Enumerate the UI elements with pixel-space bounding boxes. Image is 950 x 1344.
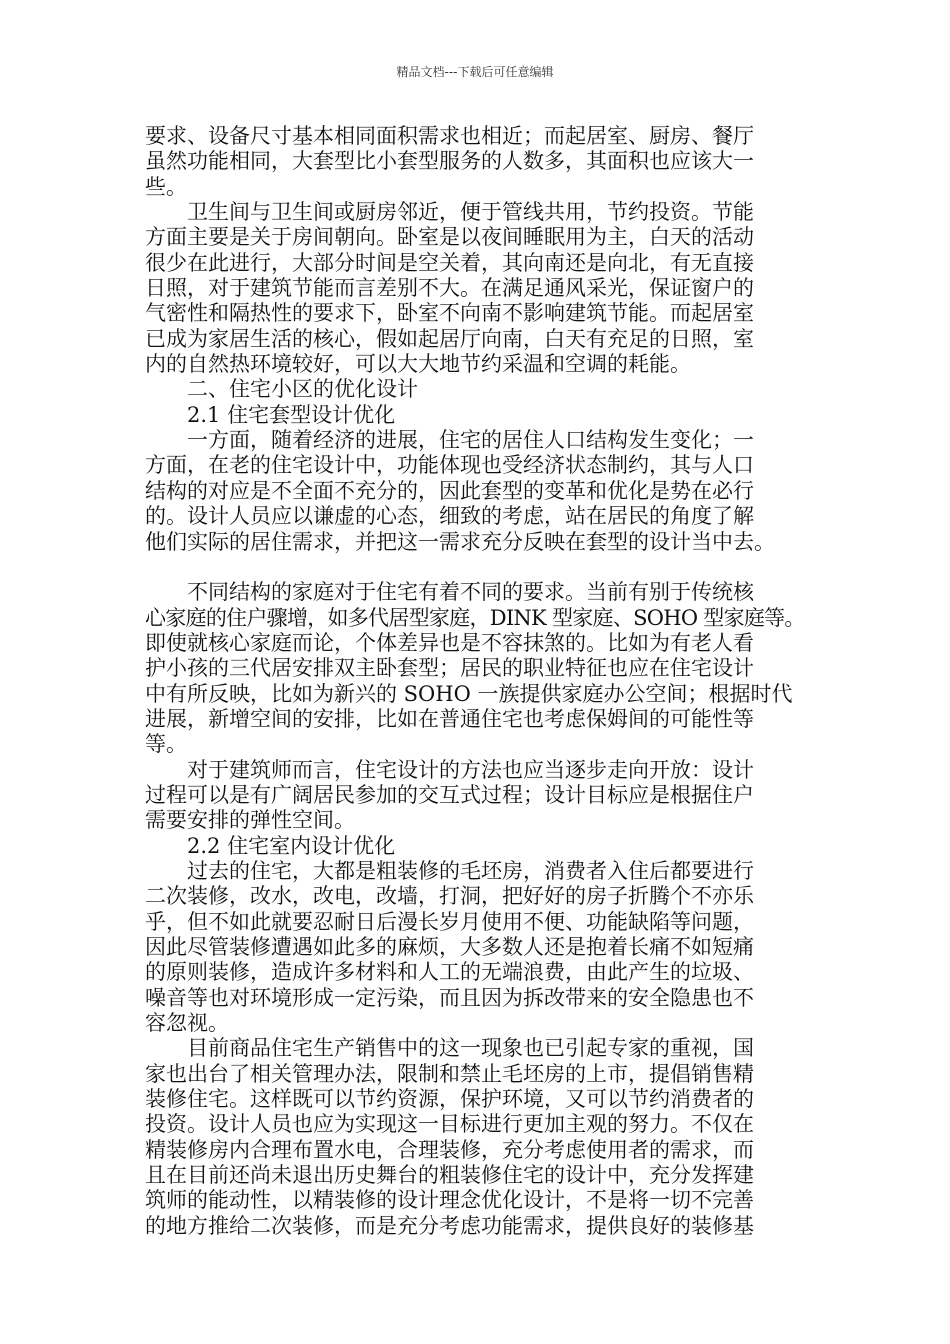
text-line: 对于建筑师而言，住宅设计的方法也应当逐步走向开放：设计 bbox=[145, 757, 754, 782]
text-line: 心家庭的住户骤增，如多代居型家庭，DINK 型家庭、SOHO 型家庭等。 bbox=[145, 605, 805, 630]
text-line: 的。设计人员应以谦虚的心态，细致的考虑，站在居民的角度了解 bbox=[145, 504, 754, 529]
text-line: 装修住宅。这样既可以节约资源，保护环境，又可以节约消费者的 bbox=[145, 1087, 754, 1112]
text-line: 日照，对于建筑节能而言差别不大。在满足通风采光，保证窗户的 bbox=[145, 276, 754, 301]
text-line: 过去的住宅，大都是粗装修的毛坯房，消费者入住后都要进行 bbox=[145, 858, 754, 883]
text-line: 护小孩的三代居安排双主卧套型；居民的职业特征也应在住宅设计 bbox=[145, 656, 754, 681]
text-line: 要求、设备尺寸基本相同面积需求也相近；而起居室、厨房、餐厅 bbox=[145, 124, 754, 148]
text-line: 卫生间与卫生间或厨房邻近，便于管线共用，节约投资。节能 bbox=[145, 200, 754, 225]
text-line: 且在目前还尚未退出历史舞台的粗装修住宅的设计中，充分发挥建 bbox=[145, 1163, 754, 1188]
text-line: 气密性和隔热性的要求下，卧室不向南不影响建筑节能。而起居室 bbox=[145, 301, 754, 326]
text-line: 方面主要是关于房间朝向。卧室是以夜间睡眠用为主，白天的活动 bbox=[145, 225, 754, 250]
text-line: 需要安排的弹性空间。 bbox=[145, 808, 355, 833]
document-body bbox=[145, 124, 805, 1239]
text-line: 家也出台了相关管理办法，限制和禁止毛坯房的上市，提倡销售精 bbox=[145, 1061, 754, 1086]
text-line: 他们实际的居住需求，并把这一需求充分反映在套型的设计当中去。 bbox=[145, 529, 775, 554]
text-line: 一方面，随着经济的进展，住宅的居住人口结构发生变化；一 bbox=[145, 428, 754, 453]
text-line: 二、住宅小区的优化设计 bbox=[145, 377, 418, 402]
text-line: 乎，但不如此就要忍耐日后漫长岁月使用不便、功能缺陷等问题， bbox=[145, 909, 754, 934]
text-line: 精装修房内合理布置水电，合理装修，充分考虑使用者的需求，而 bbox=[145, 1137, 754, 1162]
text-line: 目前商品住宅生产销售中的这一现象也已引起专家的重视，国 bbox=[145, 1036, 754, 1061]
text-line: 虽然功能相同，大套型比小套型服务的人数多，其面积也应该大一 bbox=[145, 149, 754, 174]
text-line: 些。 bbox=[145, 174, 187, 199]
text-line: 内的自然热环境较好，可以大大地节约采温和空调的耗能。 bbox=[145, 352, 691, 377]
text-line: 方面，在老的住宅设计中，功能体现也受经济状态制约，其与人口 bbox=[145, 453, 754, 478]
text-line: 2.1 住宅套型设计优化 bbox=[145, 402, 396, 427]
text-line: 中有所反映，比如为新兴的 SOHO 一族提供家庭办公空间；根据时代 bbox=[145, 681, 793, 706]
text-line: 已成为家居生活的核心，假如起居厅向南，白天有充足的日照，室 bbox=[145, 326, 754, 351]
text-line: 的原则装修，造成许多材料和人工的无端浪费，由此产生的垃圾、 bbox=[145, 960, 754, 985]
text-line: 二次装修，改水，改电，改墙，打洞，把好好的房子折腾个不亦乐 bbox=[145, 884, 754, 909]
text-line: 的地方推给二次装修，而是充分考虑功能需求，提供良好的装修基 bbox=[145, 1213, 754, 1238]
text-line: 容忽视。 bbox=[145, 1011, 229, 1036]
text-line: 因此尽管装修遭遇如此多的麻烦，大多数人还是抱着长痛不如短痛 bbox=[145, 935, 754, 959]
blank-line bbox=[145, 555, 805, 580]
text-line: 筑师的能动性，以精装修的设计理念优化设计，不是将一切不完善 bbox=[145, 1188, 754, 1213]
text-line: 结构的对应是不全面不充分的，因此套型的变革和优化是势在必行 bbox=[145, 478, 754, 503]
text-line: 等。 bbox=[145, 732, 187, 757]
text-line: 进展，新增空间的安排，比如在普通住宅也考虑保姆间的可能性等 bbox=[145, 706, 754, 731]
text-line: 过程可以是有广阔居民参加的交互式过程；设计目标应是根据住户 bbox=[145, 782, 754, 807]
text-line: 即使就核心家庭而论，个体差异也是不容抹煞的。比如为有老人看 bbox=[145, 630, 754, 655]
text-line: 投资。设计人员也应为实现这一目标进行更加主观的努力。不仅在 bbox=[145, 1112, 754, 1137]
text-line: 很少在此进行，大部分时间是空关着，其向南还是向北，有无直接 bbox=[145, 250, 754, 275]
page-header: 精品文档---下载后可任意编辑 bbox=[396, 65, 554, 79]
text-line: 噪音等也对环境形成一定污染，而且因为拆改带来的安全隐患也不 bbox=[145, 985, 754, 1010]
text-line: 2.2 住宅室内设计优化 bbox=[145, 833, 396, 858]
text-line: 不同结构的家庭对于住宅有着不同的要求。当前有别于传统核 bbox=[145, 580, 754, 605]
